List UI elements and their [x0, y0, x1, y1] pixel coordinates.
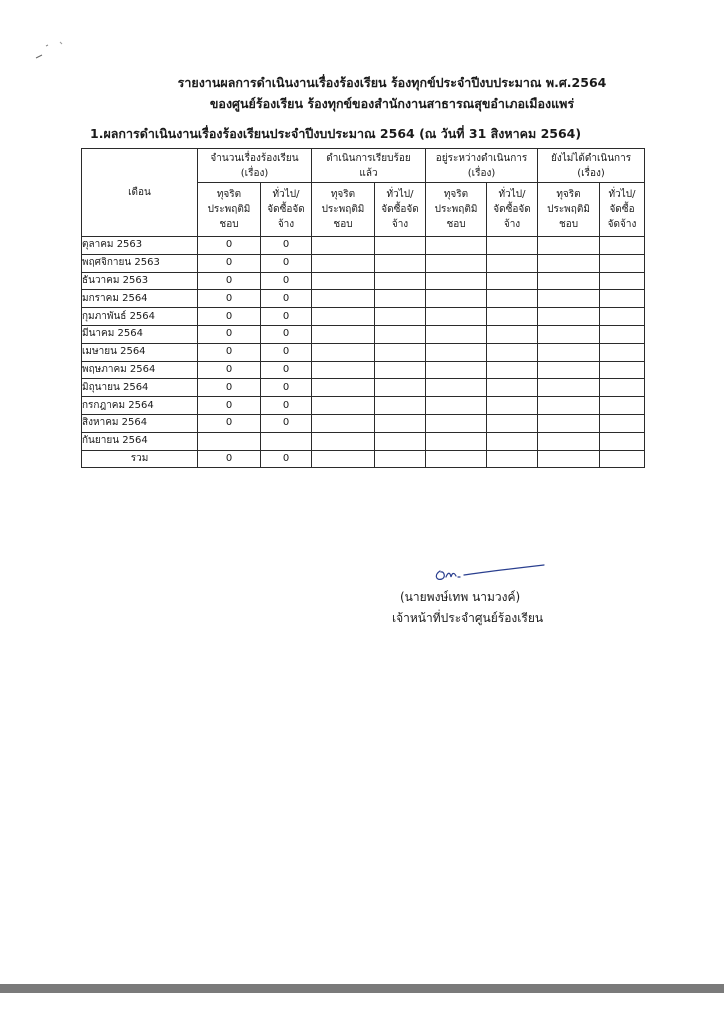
- table-row: [82, 290, 645, 308]
- value-cell: [426, 450, 487, 468]
- value-cell: [600, 343, 645, 361]
- month-cell: เมษายน 2564: [82, 343, 198, 361]
- value-cell: 0: [261, 272, 312, 290]
- table-row: [82, 361, 645, 379]
- value-cell: [487, 290, 538, 308]
- value-cell: [375, 254, 426, 272]
- value-cell: [538, 432, 600, 450]
- table-body: [82, 237, 645, 468]
- value-cell: [375, 414, 426, 432]
- value-cell: [538, 343, 600, 361]
- subheader-general: ทั่วไป/ จัดซื้อจัด จ้าง: [375, 183, 426, 237]
- value-cell: 0: [198, 254, 261, 272]
- value-cell: [426, 379, 487, 397]
- value-cell: [600, 414, 645, 432]
- value-cell: [426, 414, 487, 432]
- value-cell: [375, 290, 426, 308]
- value-cell: [538, 414, 600, 432]
- value-cell: 0: [198, 290, 261, 308]
- month-cell: กรกฎาคม 2564: [82, 397, 198, 415]
- page-bottom-border: [0, 984, 724, 993]
- table-row: [82, 325, 645, 343]
- table-row: [82, 237, 645, 255]
- table-row: [82, 272, 645, 290]
- group-header-not-started: ยังไม่ได้ดำเนินการ (เรื่อง): [538, 149, 645, 183]
- value-cell: [538, 254, 600, 272]
- value-cell: [538, 237, 600, 255]
- value-cell: [600, 254, 645, 272]
- table-row: [82, 254, 645, 272]
- value-cell: [538, 397, 600, 415]
- month-cell: มกราคม 2564: [82, 290, 198, 308]
- value-cell: [487, 361, 538, 379]
- table-row: [82, 379, 645, 397]
- value-cell: [487, 254, 538, 272]
- value-cell: 0: [261, 450, 312, 468]
- value-cell: [538, 379, 600, 397]
- value-cell: 0: [261, 290, 312, 308]
- value-cell: [426, 325, 487, 343]
- value-cell: 0: [198, 237, 261, 255]
- value-cell: [375, 343, 426, 361]
- value-cell: [312, 308, 375, 326]
- value-cell: [312, 361, 375, 379]
- signatory-name: (นายพงษ์เทพ นามวงค์): [400, 590, 521, 604]
- table-row: [82, 414, 645, 432]
- value-cell: [538, 308, 600, 326]
- value-cell: [312, 343, 375, 361]
- value-cell: [312, 379, 375, 397]
- complaint-report-table: [81, 148, 645, 468]
- value-cell: [375, 308, 426, 326]
- subheader-general: ทั่วไป/ จัดซื้อจัด จ้าง: [487, 183, 538, 237]
- month-cell: สิงหาคม 2564: [82, 414, 198, 432]
- value-cell: [487, 379, 538, 397]
- section-heading: 1.ผลการดำเนินงานเรื่องร้องเรียนประจำปีงบประมาณ 2564 (ณ วันที่ 31 สิงหาคม 2564): [90, 126, 582, 141]
- value-cell: 0: [198, 308, 261, 326]
- value-cell: [312, 414, 375, 432]
- month-cell: ตุลาคม 2563: [82, 237, 198, 255]
- value-cell: [312, 397, 375, 415]
- value-cell: 0: [261, 308, 312, 326]
- value-cell: [487, 272, 538, 290]
- value-cell: [538, 290, 600, 308]
- value-cell: [538, 450, 600, 468]
- value-cell: [312, 450, 375, 468]
- value-cell: [600, 361, 645, 379]
- month-cell: ธันวาคม 2563: [82, 272, 198, 290]
- value-cell: [600, 397, 645, 415]
- table-row: [82, 432, 645, 450]
- scan-artifact-mark: [34, 40, 68, 62]
- value-cell: [487, 343, 538, 361]
- value-cell: [538, 325, 600, 343]
- report-subtitle: ของศูนย์ร้องเรียน ร้องทุกข์ของสำนักงานสาธารณสุขอำเภอเมืองแพร่: [209, 96, 575, 111]
- value-cell: 0: [198, 361, 261, 379]
- month-cell: พฤศจิกายน 2563: [82, 254, 198, 272]
- value-cell: [375, 432, 426, 450]
- value-cell: 0: [198, 343, 261, 361]
- value-cell: 0: [198, 397, 261, 415]
- value-cell: [426, 361, 487, 379]
- value-cell: [312, 237, 375, 255]
- value-cell: 0: [198, 414, 261, 432]
- table-row: [82, 397, 645, 415]
- value-cell: [487, 325, 538, 343]
- value-cell: [375, 379, 426, 397]
- value-cell: [426, 237, 487, 255]
- subheader-general: ทั่วไป/ จัดซื้อจัด จ้าง: [261, 183, 312, 237]
- subheader-corruption: ทุจริต ประพฤติมิ ชอบ: [312, 183, 375, 237]
- value-cell: [426, 308, 487, 326]
- value-cell: [600, 272, 645, 290]
- table-row: [82, 308, 645, 326]
- group-header-in-progress: อยู่ระหว่างดำเนินการ (เรื่อง): [426, 149, 538, 183]
- value-cell: [600, 450, 645, 468]
- value-cell: [600, 308, 645, 326]
- value-cell: [487, 432, 538, 450]
- value-cell: [487, 450, 538, 468]
- value-cell: [600, 432, 645, 450]
- value-cell: 0: [198, 325, 261, 343]
- value-cell: 0: [198, 379, 261, 397]
- value-cell: [538, 272, 600, 290]
- report-title: รายงานผลการดำเนินงานเรื่องร้องเรียน ร้องทุกข์ประจำปีงบประมาณ พ.ศ.2564: [177, 75, 607, 90]
- value-cell: [375, 361, 426, 379]
- month-cell: มีนาคม 2564: [82, 325, 198, 343]
- month-cell: พฤษภาคม 2564: [82, 361, 198, 379]
- table-row: [82, 343, 645, 361]
- value-cell: [538, 361, 600, 379]
- total-row: [82, 450, 645, 468]
- value-cell: 0: [261, 254, 312, 272]
- value-cell: [375, 237, 426, 255]
- value-cell: 0: [261, 397, 312, 415]
- value-cell: [600, 237, 645, 255]
- value-cell: 0: [261, 379, 312, 397]
- value-cell: [261, 432, 312, 450]
- value-cell: [487, 308, 538, 326]
- value-cell: 0: [198, 450, 261, 468]
- subheader-corruption: ทุจริต ประพฤติมิ ชอบ: [426, 183, 487, 237]
- value-cell: [426, 272, 487, 290]
- group-header-completed: ดำเนินการเรียบร้อย แล้ว: [312, 149, 426, 183]
- value-cell: [375, 397, 426, 415]
- value-cell: [375, 325, 426, 343]
- value-cell: [600, 325, 645, 343]
- subheader-general: ทั่วไป/ จัดซื้อ จัดจ้าง: [600, 183, 645, 237]
- value-cell: [426, 343, 487, 361]
- value-cell: [312, 432, 375, 450]
- value-cell: 0: [261, 361, 312, 379]
- value-cell: [487, 397, 538, 415]
- value-cell: [487, 237, 538, 255]
- subheader-corruption: ทุจริต ประพฤติมิ ชอบ: [538, 183, 600, 237]
- month-cell: กุมภาพันธ์ 2564: [82, 308, 198, 326]
- subheader-corruption: ทุจริต ประพฤติมิ ชอบ: [198, 183, 261, 237]
- month-column-header: เดือน: [82, 149, 198, 237]
- value-cell: 0: [261, 414, 312, 432]
- value-cell: [312, 325, 375, 343]
- value-cell: 0: [261, 343, 312, 361]
- value-cell: [198, 432, 261, 450]
- value-cell: [375, 272, 426, 290]
- signatory-position: เจ้าหน้าที่ประจำศูนย์ร้องเรียน: [392, 611, 544, 625]
- value-cell: [426, 290, 487, 308]
- value-cell: [426, 254, 487, 272]
- signature-mark: [432, 555, 547, 585]
- value-cell: [600, 290, 645, 308]
- month-cell: มิถุนายน 2564: [82, 379, 198, 397]
- value-cell: 0: [198, 272, 261, 290]
- value-cell: [312, 272, 375, 290]
- value-cell: 0: [261, 325, 312, 343]
- total-label: รวม: [82, 450, 198, 468]
- value-cell: [312, 290, 375, 308]
- month-cell: กันยายน 2564: [82, 432, 198, 450]
- value-cell: 0: [261, 237, 312, 255]
- group-header-total-complaints: จำนวนเรื่องร้องเรียน (เรื่อง): [198, 149, 312, 183]
- value-cell: [426, 397, 487, 415]
- value-cell: [487, 414, 538, 432]
- value-cell: [312, 254, 375, 272]
- value-cell: [426, 432, 487, 450]
- value-cell: [600, 379, 645, 397]
- value-cell: [375, 450, 426, 468]
